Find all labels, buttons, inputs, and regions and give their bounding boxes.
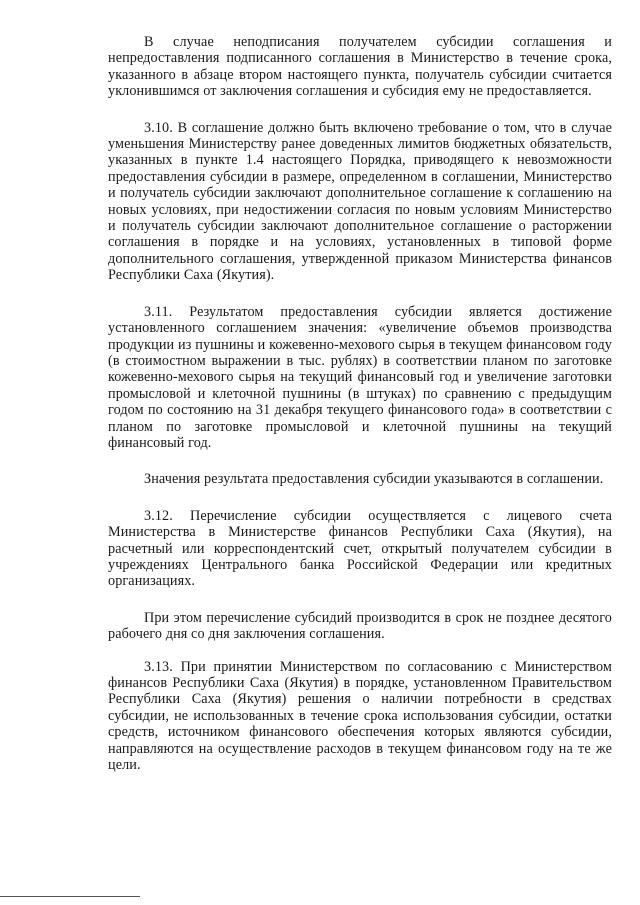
paragraph-transfer-deadline: При этом перечисление субсидий производится в срок не позднее десятого рабочего дня со дня заключения соглашения. [108, 609, 612, 643]
paragraph-3-12: 3.12. Перечисление субсидии осуществляется с лицевого счета Министерства в Министерстве финансов Республики Саха (Якутия), на расчетный или корреспондентский счет, открытый получателем субсидии в учреждениях Центрального банка Российской Федерации или кредитных организациях. [108, 507, 612, 590]
paragraph-result-values: Значения результата предоставления субсидии указываются в соглашении. [144, 471, 604, 488]
paragraph-3-10: 3.10. В соглашение должно быть включено требование о том, что в случае уменьшения Министерству ранее доведенных лимитов бюджетных обязательств, указанных в пункте 1.4 настоящего Порядка, приводящего к невозможности предоставления субсидии в размере, определенном в соглашении, Министерство и получатель субсидии заключают дополнительное соглашение к соглашению на новых условиях, при недостижении согласия по новым условиям Министерство и получатель субсидии заключают дополнительное соглашение о расторжении соглашения в порядке и на условиях, установленных в типовой форме дополнительного соглашения, утвержденной приказом Министерства финансов Республики Саха (Якутия). [108, 119, 612, 284]
paragraph-3-11: 3.11. Результатом предоставления субсидии является достижение установленного соглашением значения: «увеличение объемов производства продукции из пушнины и кожевенно-мехового сырья в текущем финансовом году (в стоимостном выражении в тыс. рублях) в соответствии планом по заготовке кожевенно-мехового сырья на текущий финансовый год и увеличение заготовки промысловой и клеточной пушнины (в штуках) по сравнению с предыдущим годом по состоянию на 31 декабря текущего финансового года» в соответствии с планом по заготовке промысловой и клеточной пушнины на текущий финансовый год. [108, 303, 612, 451]
footnote-divider [0, 896, 140, 897]
paragraph-refusal: В случае неподписания получателем субсидии соглашения и непредоставления подписанного соглашения в Министерство в течение срока, указанного в абзаце втором настоящего пункта, получатель субсидии считается уклонившимся от заключения соглашения и субсидия ему не предоставляется. [108, 34, 612, 100]
paragraph-3-13: 3.13. При принятии Министерством по согласованию с Министерством финансов Республики Саха (Якутия) в порядке, установленном Правительством Республики Саха (Якутия) решения о наличии потребности в средствах субсидии, не использованных в течение срока использования субсидии, остатки средств, источником финансового обеспечения которых являются субсидии, направляются на осуществление расходов в текущем финансовом году на те же цели. [108, 658, 612, 774]
